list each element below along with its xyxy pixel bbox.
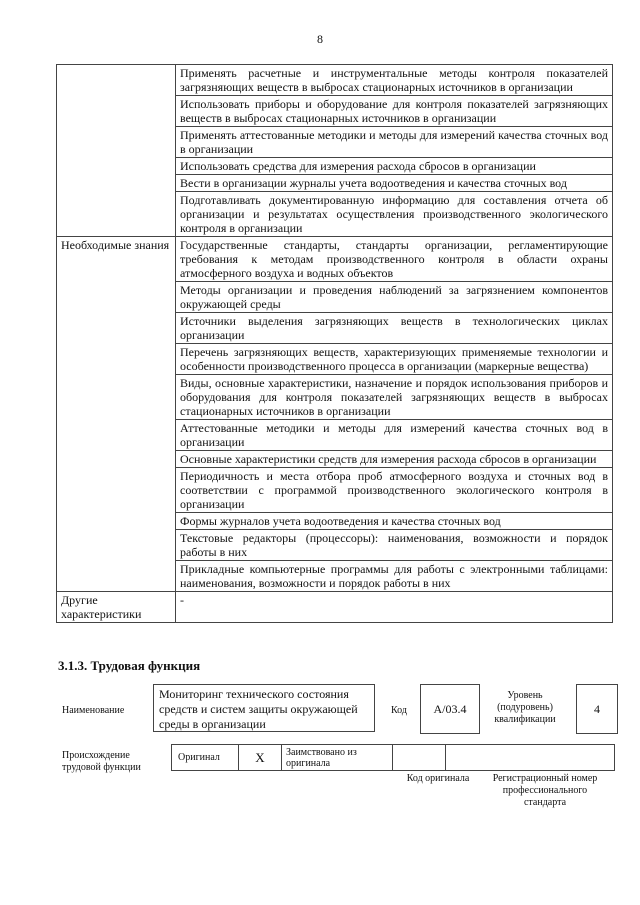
row-content: Подготавливать документированную информацию для составления отчета об организации и результатах осуществления производственного экологического контроля в организации bbox=[176, 192, 613, 237]
row-content: Формы журналов учета водоотведения и качества сточных вод bbox=[176, 513, 613, 530]
origin-row bbox=[172, 744, 615, 771]
origin-label: Происхождение трудовой функции bbox=[62, 750, 141, 773]
row-content: Государственные стандарты, стандарты организации, регламентирующие требования к методам производственного контроля в области охраны атмосферного воздуха и водных объектов bbox=[176, 237, 613, 282]
origin-reg-cell bbox=[445, 744, 615, 771]
row-label: Необходимые знания bbox=[57, 237, 176, 592]
origin-original-cell bbox=[171, 744, 239, 771]
origin-mark: X bbox=[255, 749, 265, 765]
page-number: 8 bbox=[317, 32, 323, 46]
row-content: Прикладные компьютерные программы для работы с электронными таблицами: наименования, возможности и порядок работы в них bbox=[176, 561, 613, 592]
row-content: Методы организации и проведения наблюдений за загрязнением компонентов окружающей среды bbox=[176, 282, 613, 313]
origin-code-cell bbox=[392, 744, 446, 771]
code-value-text: A/03.4 bbox=[433, 701, 467, 716]
registration-number-caption: Регистрационный номер профессионального стандарта bbox=[492, 773, 598, 808]
row-content: Основные характеристики средств для измерения расхода сбросов в организации bbox=[176, 451, 613, 468]
skill-row bbox=[57, 65, 613, 96]
row-content: Текстовые редакторы (процессоры): наименования, возможности и порядок работы в них bbox=[176, 530, 613, 561]
level-label: Уровень (подуровень) квалификации bbox=[494, 690, 556, 725]
row-content: - bbox=[176, 592, 613, 623]
row-label bbox=[57, 65, 176, 237]
code-label: Код bbox=[391, 705, 407, 716]
origin-mark-cell bbox=[238, 744, 282, 771]
row-content: Виды, основные характеристики, назначение и порядок использования приборов и оборудования для контроля показателей загрязняющих веществ в выбросах стационарных источников в организации bbox=[176, 375, 613, 420]
requirements-table bbox=[56, 64, 613, 623]
function-name-value: Мониторинг технического состояния средств и систем защиты окружающей среды в организации bbox=[153, 684, 375, 732]
row-content: Перечень загрязняющих веществ, характеризующих применяемые технологии и особенности производственного процесса в организации (маркерные вещества) bbox=[176, 344, 613, 375]
row-content: Периодичность и места отбора проб атмосферного воздуха и сточных вод в соответствии с программой производственного экологического контроля в организации bbox=[176, 468, 613, 513]
origin-original-text: Оригинал bbox=[178, 752, 220, 763]
row-content: Аттестованные методики и методы для измерений качества сточных вод в организации bbox=[176, 420, 613, 451]
requirements-table-body bbox=[57, 65, 613, 623]
origin-borrowed-cell: Заимствовано из оригинала bbox=[281, 744, 393, 771]
code-original-caption: Код оригинала bbox=[406, 773, 470, 784]
section-title: 3.1.3. Трудовая функция bbox=[58, 658, 201, 673]
row-content: Использовать средства для измерения расхода сбросов в организации bbox=[176, 158, 613, 175]
row-label: Другие характеристики bbox=[57, 592, 176, 623]
row-content: Применять аттестованные методики и методы для измерений качества сточных вод в организации bbox=[176, 127, 613, 158]
row-content: Применять расчетные и инструментальные методы контроля показателей загрязняющих веществ в выбросах стационарных источников в организации bbox=[176, 65, 613, 96]
row-content: Использовать приборы и оборудование для контроля показателей загрязняющих веществ в выбросах стационарных источников в организации bbox=[176, 96, 613, 127]
knowledge-row bbox=[57, 237, 613, 282]
row-content: Вести в организации журналы учета водоотведения и качества сточных вод bbox=[176, 175, 613, 192]
name-label: Наименование bbox=[62, 705, 125, 716]
row-content: Источники выделения загрязняющих веществ в технологических циклах организации bbox=[176, 313, 613, 344]
level-value-text: 4 bbox=[594, 701, 600, 716]
code-value bbox=[420, 684, 480, 734]
level-value bbox=[576, 684, 618, 734]
other-characteristics-row bbox=[57, 592, 613, 623]
